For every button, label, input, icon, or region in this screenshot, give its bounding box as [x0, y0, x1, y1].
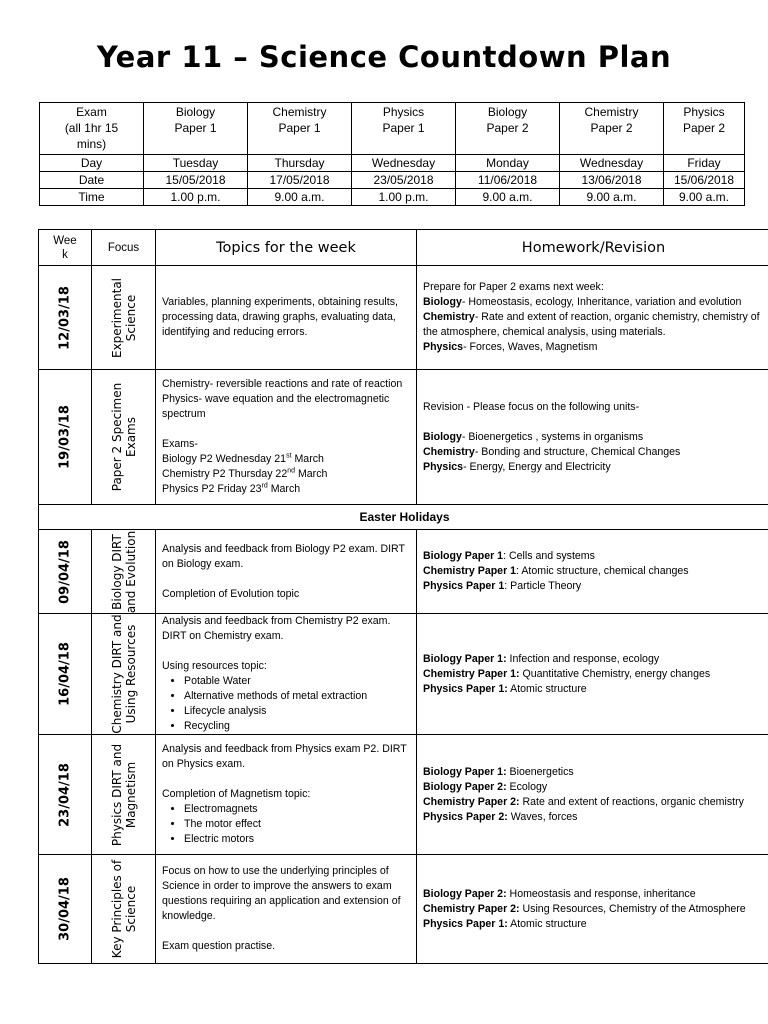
exam-subject: Biology	[487, 105, 528, 119]
exam-col-header	[560, 103, 664, 155]
exam-col-header	[248, 103, 352, 155]
focus-line: and Evolution	[123, 530, 138, 613]
homework-item	[423, 445, 764, 460]
subject-label: Biology Paper 1:	[423, 765, 507, 778]
exam-paper: Paper 2	[682, 121, 726, 135]
exam-col-header	[456, 103, 560, 155]
subject-label: Physics Paper 1:	[423, 682, 508, 695]
subject-label: Biology Paper 2:	[423, 780, 507, 793]
exam-date: 15/05/2018	[144, 172, 248, 189]
topics-text: Physics- wave equation and the electromagnetic spectrum	[162, 393, 390, 420]
week-header-line: Wee	[53, 234, 77, 247]
homework-header: Homework/Revision	[417, 230, 768, 266]
topic-bullet: • Potable Water	[184, 674, 410, 689]
subject-label: Chemistry	[423, 311, 475, 323]
homework-text: Using Resources, Chemistry of the Atmosphere	[519, 902, 746, 915]
homework-item	[423, 667, 764, 682]
subject-label: Chemistry	[423, 445, 475, 458]
week-date-cell	[39, 266, 92, 370]
topics-text: Analysis and feedback from Biology P2 exam. DIRT on Biology exam.	[162, 542, 405, 570]
homework-intro: Revision - Please focus on the following units-	[423, 400, 640, 413]
subject-label: Physics	[423, 341, 464, 353]
subject-label: Physics Paper 1:	[423, 917, 508, 930]
focus-cell	[92, 266, 156, 370]
topics-cell	[156, 855, 417, 964]
focus-cell	[92, 530, 156, 614]
homework-text: - Homeostasis, ecology, Inheritance, variation and evolution	[461, 296, 742, 308]
homework-text: Waves, forces	[507, 810, 578, 823]
homework-item	[423, 810, 764, 825]
exam-label: Exam	[76, 105, 107, 119]
focus-line: Physics DIRT and	[109, 743, 124, 846]
exam-date: 13/06/2018	[560, 172, 664, 189]
week-date: 23/04/18	[57, 762, 73, 827]
topics-text: Analysis and feedback from Physics exam P2. DIRT on Physics exam.	[162, 743, 407, 770]
week-row	[39, 614, 768, 735]
week-date: 30/04/18	[57, 877, 73, 941]
exam-time-row	[40, 189, 745, 206]
homework-text: : Atomic structure, chemical changes	[516, 565, 689, 577]
focus-label	[110, 614, 138, 733]
homework-cell	[417, 266, 768, 370]
homework-text: - Forces, Waves, Magnetism	[463, 341, 598, 353]
subject-label: Biology	[423, 296, 462, 308]
ordinal-suffix: nd	[287, 467, 296, 475]
subject-label: Chemistry Paper 1:	[423, 667, 520, 680]
homework-text: Bioenergetics	[506, 765, 574, 778]
exam-col-header	[144, 103, 248, 155]
homework-cell	[417, 614, 768, 735]
exam-paper: Paper 1	[278, 121, 321, 135]
homework-text: Ecology	[506, 780, 548, 793]
homework-item	[423, 765, 764, 780]
homework-item	[423, 780, 764, 795]
topic-bullet: • Electric motors	[184, 832, 410, 847]
week-date: 12/03/18	[57, 285, 73, 350]
subject-label: Biology Paper 1	[423, 550, 504, 562]
focus-line: Science	[123, 294, 138, 341]
homework-text: - Energy, Energy and Electricity	[463, 460, 611, 473]
exam-day: Friday	[664, 155, 745, 172]
row-label: Day	[40, 155, 144, 172]
homework-item	[423, 310, 764, 340]
homework-item	[423, 652, 764, 667]
focus-cell	[92, 370, 156, 505]
subject-label: Physics Paper 2:	[423, 810, 508, 823]
homework-cell	[417, 735, 768, 855]
ordinal-suffix: rd	[261, 482, 268, 490]
exam-subject: Physics	[382, 105, 425, 119]
topics-text: Chemistry- reversible reactions and rate of reaction	[162, 378, 403, 390]
topics-text: Completion of Magnetism topic:	[162, 788, 311, 800]
week-row	[39, 530, 768, 614]
exam-time: 9.00 a.m.	[248, 189, 352, 206]
topics-text: Exam question practise.	[162, 940, 276, 952]
week-date: 16/04/18	[57, 642, 73, 706]
focus-cell	[92, 735, 156, 855]
focus-line: Magnetism	[123, 761, 138, 828]
homework-item	[423, 917, 764, 932]
subject-label: Chemistry Paper 1	[423, 565, 517, 577]
exam-day: Tuesday	[144, 155, 248, 172]
topics-cell	[156, 735, 417, 855]
week-row	[39, 370, 768, 505]
homework-item	[423, 887, 764, 902]
topic-bullet: • Alternative methods of metal extraction	[184, 689, 410, 704]
exam-time: 9.00 a.m.	[456, 189, 560, 206]
exam-paper: Paper 2	[590, 121, 633, 135]
exam-col-header	[664, 103, 745, 155]
exam-subject: Chemistry	[584, 105, 639, 119]
week-date-cell	[39, 614, 92, 735]
homework-text: - Bonding and structure, Chemical Changes	[474, 445, 681, 458]
topics-text: Analysis and feedback from Chemistry P2 exam. DIRT on Chemistry exam.	[162, 615, 391, 642]
homework-item	[423, 682, 764, 697]
week-header	[39, 230, 92, 266]
topic-bullet: • Lifecycle analysis	[184, 704, 410, 719]
topics-cell	[156, 530, 417, 614]
homework-item	[423, 579, 764, 594]
exam-entry-text: Chemistry P2 Thursday 22	[162, 468, 288, 480]
exam-time: 9.00 a.m.	[664, 189, 745, 206]
exam-subject: Chemistry	[272, 105, 327, 119]
exam-date: 15/06/2018	[664, 172, 745, 189]
week-date-cell	[39, 530, 92, 614]
week-date: 09/04/18	[57, 539, 73, 604]
easter-row	[39, 505, 768, 530]
topic-bullet-list	[162, 674, 410, 734]
exams-label: Exams-	[162, 438, 198, 450]
exam-date: 11/06/2018	[456, 172, 560, 189]
week-row	[39, 266, 768, 370]
week-date-cell	[39, 855, 92, 964]
homework-intro: Prepare for Paper 2 exams next week:	[423, 281, 604, 293]
homework-item	[423, 795, 764, 810]
week-date-cell	[39, 735, 92, 855]
subject-label: Physics Paper 1	[423, 580, 505, 592]
subject-label: Physics	[423, 460, 464, 473]
topic-bullet-list	[162, 802, 410, 847]
homework-text: : Particle Theory	[504, 580, 582, 592]
homework-item	[423, 430, 764, 445]
subject-label: Biology Paper 2:	[423, 887, 507, 900]
week-row	[39, 735, 768, 855]
focus-cell	[92, 614, 156, 735]
subject-label: Biology	[423, 430, 462, 443]
homework-text: Atomic structure	[507, 682, 587, 695]
focus-line: Using Resources	[123, 624, 138, 724]
exam-duration-note: mins)	[76, 137, 107, 151]
subject-label: Chemistry Paper 2:	[423, 902, 520, 915]
focus-label	[110, 743, 138, 845]
exam-entry-text: Biology P2 Wednesday 21	[162, 453, 287, 465]
exam-time: 9.00 a.m.	[560, 189, 664, 206]
exam-time: 1.00 p.m.	[144, 189, 248, 206]
homework-text: Quantitative Chemistry, energy changes	[519, 667, 711, 680]
homework-text: Atomic structure	[507, 917, 587, 930]
topics-text: Focus on how to use the underlying principles of Science in order to improve the answers to exam questions requiring an application and extension of knowledge.	[162, 865, 401, 922]
exam-day: Wednesday	[352, 155, 456, 172]
focus-label	[110, 277, 138, 357]
exam-date: 23/05/2018	[352, 172, 456, 189]
homework-cell	[417, 370, 768, 505]
topics-cell	[156, 614, 417, 735]
homework-cell	[417, 530, 768, 614]
topics-cell	[156, 370, 417, 505]
homework-text: Infection and response, ecology	[506, 652, 660, 665]
exam-paper: Paper 1	[382, 121, 425, 135]
topics-header: Topics for the week	[156, 230, 417, 266]
topics-text: Using resources topic:	[162, 660, 267, 672]
homework-cell	[417, 855, 768, 964]
easter-holidays-label: Easter Holidays	[39, 505, 768, 530]
exam-entry	[162, 452, 410, 467]
exam-subject: Physics	[683, 105, 725, 119]
homework-item	[423, 902, 764, 917]
homework-item	[423, 460, 764, 475]
exam-subject: Biology	[175, 105, 216, 119]
exam-header-row	[40, 103, 745, 155]
topics-text: Completion of Evolution topic	[162, 587, 300, 600]
focus-line: Paper 2 Specimen	[109, 382, 124, 492]
homework-text: - Bioenergetics , systems in organisms	[461, 430, 644, 443]
focus-line: Chemistry DIRT and	[109, 614, 124, 734]
homework-item	[423, 340, 764, 355]
exam-entry-text: March	[267, 483, 301, 495]
week-row	[39, 855, 768, 964]
homework-item	[423, 549, 764, 564]
exam-day-row	[40, 155, 745, 172]
exam-paper: Paper 2	[486, 121, 529, 135]
focus-cell	[92, 855, 156, 964]
exam-day: Wednesday	[560, 155, 664, 172]
exam-col-header	[352, 103, 456, 155]
exam-duration-note: (all 1hr 15	[64, 121, 119, 135]
focus-line: Key Principles of	[109, 859, 124, 959]
week-date-cell	[39, 370, 92, 505]
focus-label	[110, 530, 138, 612]
exam-entry	[162, 482, 410, 497]
exam-date-row	[40, 172, 745, 189]
homework-text: - Rate and extent of reaction, organic chemistry, chemistry of the atmosphere, chemical analysis, using materials.	[423, 311, 760, 338]
topics-text: Variables, planning experiments, obtaining results, processing data, drawing graphs, evaluating data, identifying and reducing errors.	[162, 296, 398, 338]
row-label: Time	[40, 189, 144, 206]
exam-entry-text: Physics P2 Friday 23	[162, 483, 262, 495]
focus-label	[110, 860, 138, 958]
homework-item	[423, 295, 764, 310]
focus-line: Biology DIRT	[109, 533, 124, 610]
week-date: 19/03/18	[57, 405, 73, 469]
homework-text: Rate and extent of reactions, organic chemistry	[519, 795, 744, 808]
exam-day: Monday	[456, 155, 560, 172]
weekly-plan-table	[38, 229, 768, 964]
topic-bullet: • The motor effect	[184, 817, 410, 832]
focus-line: Experimental	[109, 277, 124, 358]
row-label: Date	[40, 172, 144, 189]
exam-day: Thursday	[248, 155, 352, 172]
focus-line: Exams	[123, 417, 138, 457]
focus-line: Science	[123, 885, 138, 933]
exam-label-cell	[40, 103, 144, 155]
exam-paper: Paper 1	[174, 121, 217, 135]
ordinal-suffix: st	[286, 452, 292, 460]
topic-bullet: • Electromagnets	[184, 802, 410, 817]
page-title: Year 11 – Science Countdown Plan	[96, 40, 672, 74]
homework-text: : Cells and systems	[503, 550, 595, 562]
focus-label	[110, 383, 138, 491]
homework-item	[423, 564, 764, 579]
exam-timetable	[39, 102, 745, 206]
homework-text: Homeostasis and response, inheritance	[506, 887, 696, 900]
exam-entry	[162, 467, 410, 482]
subject-label: Chemistry Paper 2:	[423, 795, 520, 808]
exam-date: 17/05/2018	[248, 172, 352, 189]
exam-time: 1.00 p.m.	[352, 189, 456, 206]
plan-header-row	[39, 230, 768, 266]
focus-header: Focus	[92, 230, 156, 266]
topics-cell	[156, 266, 417, 370]
subject-label: Biology Paper 1:	[423, 652, 507, 665]
exam-entry-text: March	[291, 453, 324, 465]
topic-bullet: • Recycling	[184, 719, 410, 734]
week-header-line: k	[62, 248, 68, 261]
exam-entry-text: March	[295, 468, 328, 480]
